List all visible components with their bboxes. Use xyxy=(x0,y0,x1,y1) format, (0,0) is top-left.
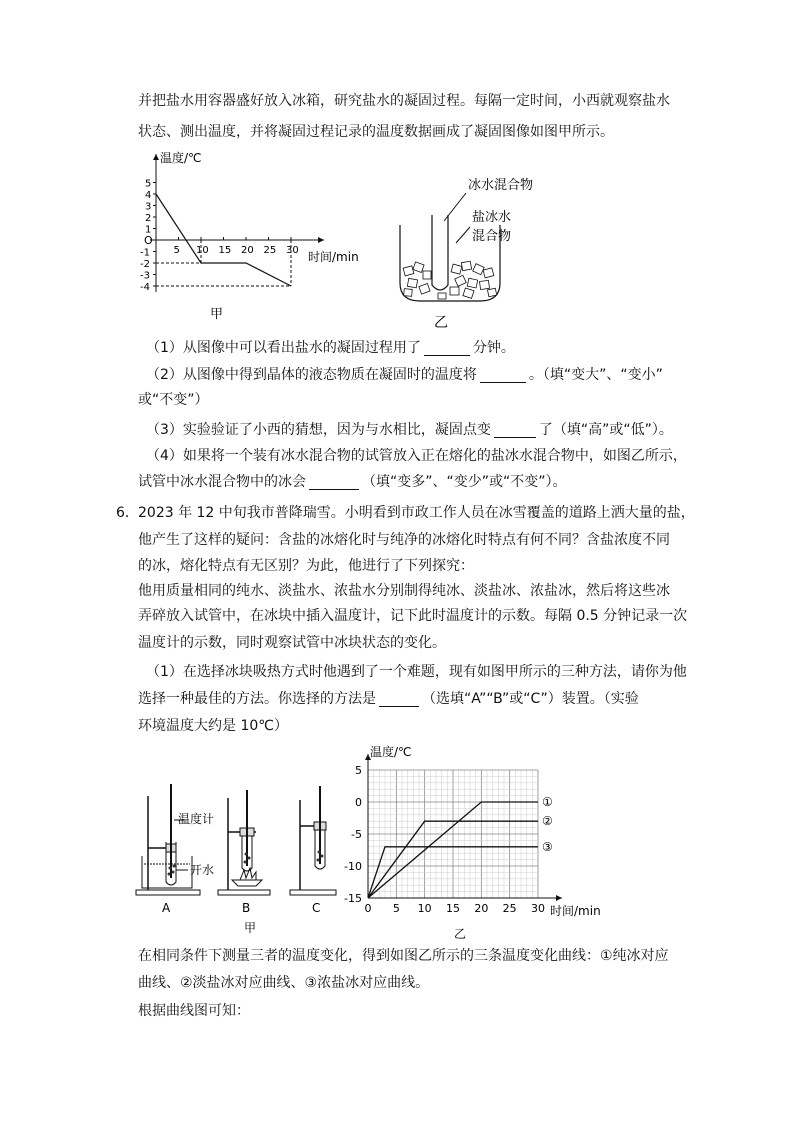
x-tick-label: 15 xyxy=(218,245,232,256)
label-mixture: 混合物 xyxy=(472,229,512,244)
answer-blank-4[interactable] xyxy=(309,475,359,490)
x-tick-label: 5 xyxy=(392,902,400,915)
figure-apparatus xyxy=(128,780,348,940)
x-axis-label: 时间/min xyxy=(308,250,359,264)
x-tick-label: 25 xyxy=(502,902,517,915)
label-C: C xyxy=(312,901,321,915)
question-6-line-1: 6． 2023 年 12 中旬我市普降瑞雪。小明看到市政工作人员在冰雪覆盖的道路上洒大量的盐， xyxy=(138,502,758,524)
y-axis-label: 温度/℃ xyxy=(370,745,412,759)
y-tick-label: 4 xyxy=(145,190,152,201)
label-A: A xyxy=(162,901,171,915)
x-tick-label: 30 xyxy=(531,902,545,915)
question-2: （2）从图像中得到晶体的液态物质在凝固时的温度将 。（填“变大”、“变小” xyxy=(146,367,663,383)
y-tick-label: 5 xyxy=(145,178,152,190)
question-6-line-5: 弄碎放入试管中，在冰块中插入温度计，记下此时温度计的示数。每隔 0.5 分钟记录一次 xyxy=(138,608,688,624)
y-tick-label: 3 xyxy=(145,201,152,213)
test-tube xyxy=(432,215,448,290)
intro-line-1: 并把盐水用容器盛好放入冰箱，研究盐水的凝固过程。每隔一定时间，小西就观察盐水 xyxy=(138,93,670,109)
series-label-3: ③ xyxy=(542,839,553,854)
x-tick-label: 10 xyxy=(196,245,209,256)
y-tick-label: -15 xyxy=(344,892,362,905)
question-3: （3）实验验证了小西的猜想，因为与水相比，凝固点变 了（填“高”或“低”）。 xyxy=(146,422,673,438)
answer-blank-3[interactable] xyxy=(494,423,536,438)
x-tick-label: 0 xyxy=(364,902,372,915)
y-tick-label: -5 xyxy=(351,828,362,841)
question-number: 6． xyxy=(116,505,139,521)
ice-cubes xyxy=(403,261,497,299)
figure-melting-curves xyxy=(330,740,630,945)
intro-line-2: 状态、测出温度，并将凝固过程记录的温度数据画成了凝固图像如图甲所示。 xyxy=(138,124,614,140)
question-6-line-3: 的冰，熔化特点有无区别？为此，他进行了下列探究： xyxy=(138,558,474,574)
series-label-2: ② xyxy=(542,814,553,829)
question-6-1: （1）在选择冰块吸热方式时他遇到了一个难题，现有如图甲所示的三种方法，请你为他 xyxy=(146,664,687,680)
apparatus-A xyxy=(136,784,214,915)
question-6-1-cont: 选择一种最佳的方法。你选择的方法是 （选填“A”“B”或“C”）装置。（实验 xyxy=(138,691,639,707)
label-thermometer: 温度计 xyxy=(178,812,215,826)
answer-blank-1[interactable] xyxy=(424,341,470,356)
x-tick-label: 20 xyxy=(474,902,489,915)
x-tick-label: 30 xyxy=(286,245,299,256)
label-B: B xyxy=(242,901,251,915)
y-tick-label: 1 xyxy=(145,224,152,236)
x-axis-label: 时间/min xyxy=(550,904,601,918)
y-tick-label: -10 xyxy=(344,860,362,873)
result-line-3: 根据曲线图可知： xyxy=(138,1003,250,1019)
question-6-line-6: 温度计的示数，同时观察试管中冰块状态的变化。 xyxy=(138,635,446,651)
y-tick-label: -3 xyxy=(140,270,150,282)
label-boiling-water: 开水 xyxy=(190,863,215,877)
question-6-line-2: 他产生了这样的疑问：含盐的冰熔化时与纯净的冰熔化时特点有何不同？含盐浓度不同 xyxy=(138,532,670,548)
series-label-1: ① xyxy=(542,795,553,809)
x-tick-label: 25 xyxy=(263,245,277,256)
answer-blank-2[interactable] xyxy=(480,368,526,383)
x-tick-label: 5 xyxy=(173,245,180,256)
figure-solidification-graph xyxy=(140,148,359,328)
question-4-cont: 试管中冰水混合物中的冰会 （填“变多”、“变少”或“不变”）。 xyxy=(138,474,567,490)
x-tick-label: 20 xyxy=(241,245,254,256)
result-line-1: 在相同条件下测量三者的温度变化，得到如图乙所示的三条温度变化曲线：①纯冰对应 xyxy=(138,948,669,964)
question-6-1-cont2: 环境温度大约是 10℃） xyxy=(138,718,288,734)
result-line-2: 曲线、②淡盐冰对应曲线、③浓盐冰对应曲线。 xyxy=(138,975,430,991)
figure-caption: 乙 xyxy=(454,927,467,941)
y-tick-label: 0 xyxy=(355,796,362,809)
y-axis-label: 温度/℃ xyxy=(160,151,202,165)
question-6-line-4: 他用质量相同的纯水、淡盐水、浓盐水分别制得纯冰、淡盐冰、浓盐冰，然后将这些冰 xyxy=(138,583,670,599)
figure-caption: 甲 xyxy=(244,921,257,935)
y-tick-label: 5 xyxy=(355,764,362,777)
y-tick-label: -2 xyxy=(140,259,150,270)
question-2-cont: 或“不变”） xyxy=(138,392,209,408)
question-1: （1）从图像中可以看出盐水的凝固过程用了 分钟。 xyxy=(146,340,515,356)
figure-caption: 乙 xyxy=(434,315,448,331)
figure-caption: 甲 xyxy=(210,307,224,322)
x-tick-label: 10 xyxy=(417,902,432,915)
y-tick-label: 2 xyxy=(145,213,152,224)
origin-label: O xyxy=(144,234,153,247)
y-tick-label: -1 xyxy=(140,247,150,259)
label-ice-water-mixture: 冰水混合物 xyxy=(468,178,534,193)
apparatus-B xyxy=(218,790,270,915)
x-tick-label: 15 xyxy=(446,902,460,915)
y-tick-label: -4 xyxy=(140,282,150,293)
figure-beaker xyxy=(380,165,570,335)
label-salt-ice-water: 盐冰水 xyxy=(472,210,512,225)
answer-blank-6-1[interactable] xyxy=(379,692,419,707)
question-4: （4）如果将一个装有冰水混合物的试管放入正在熔化的盐冰水混合物中，如图乙所示， xyxy=(146,448,687,464)
